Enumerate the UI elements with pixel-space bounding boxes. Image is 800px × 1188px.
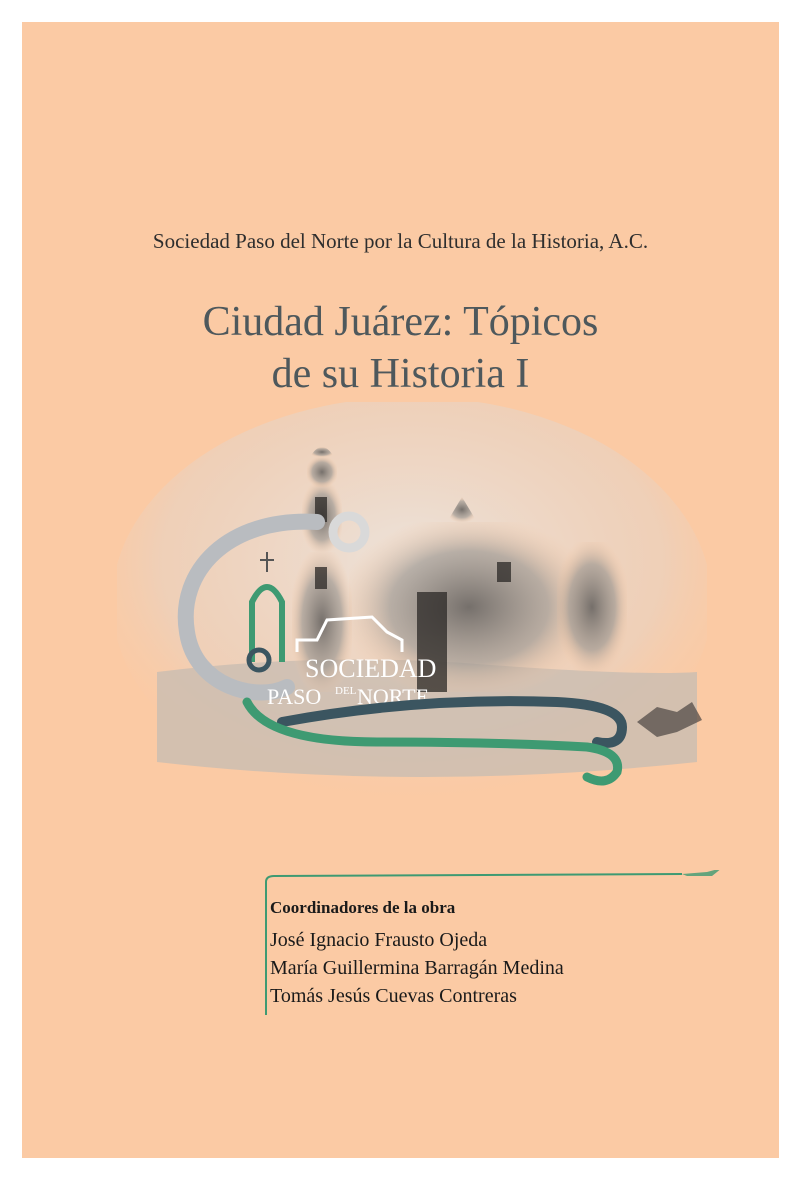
- title-line-1: Ciudad Juárez: Tópicos: [202, 299, 599, 345]
- quill-icon: [682, 870, 722, 876]
- logo-word-sociedad: SOCIEDAD: [305, 654, 437, 683]
- coordinator-name: José Ignacio Frausto Ojeda: [270, 929, 488, 951]
- coordinators-heading: Coordinadores de la obra: [270, 898, 456, 917]
- logo-word-del: DEL: [335, 685, 357, 697]
- publisher-name: Sociedad Paso del Norte por la Cultura de la Historia, A.C.: [152, 229, 649, 253]
- coordinators-names: [270, 926, 564, 1010]
- book-title: [22, 296, 779, 400]
- coordinator-name: María Guillermina Barragán Medina: [270, 957, 564, 979]
- logo-word-norte: NORTE: [357, 684, 430, 709]
- cover-illustration: [117, 402, 707, 802]
- logo-word-paso: PASO: [267, 684, 322, 709]
- book-cover: [22, 22, 779, 1158]
- coordinator-name: Tomás Jesús Cuevas Contreras: [270, 985, 517, 1007]
- title-line-2: de su Historia I: [271, 351, 530, 397]
- coordinators-block: [262, 870, 732, 1015]
